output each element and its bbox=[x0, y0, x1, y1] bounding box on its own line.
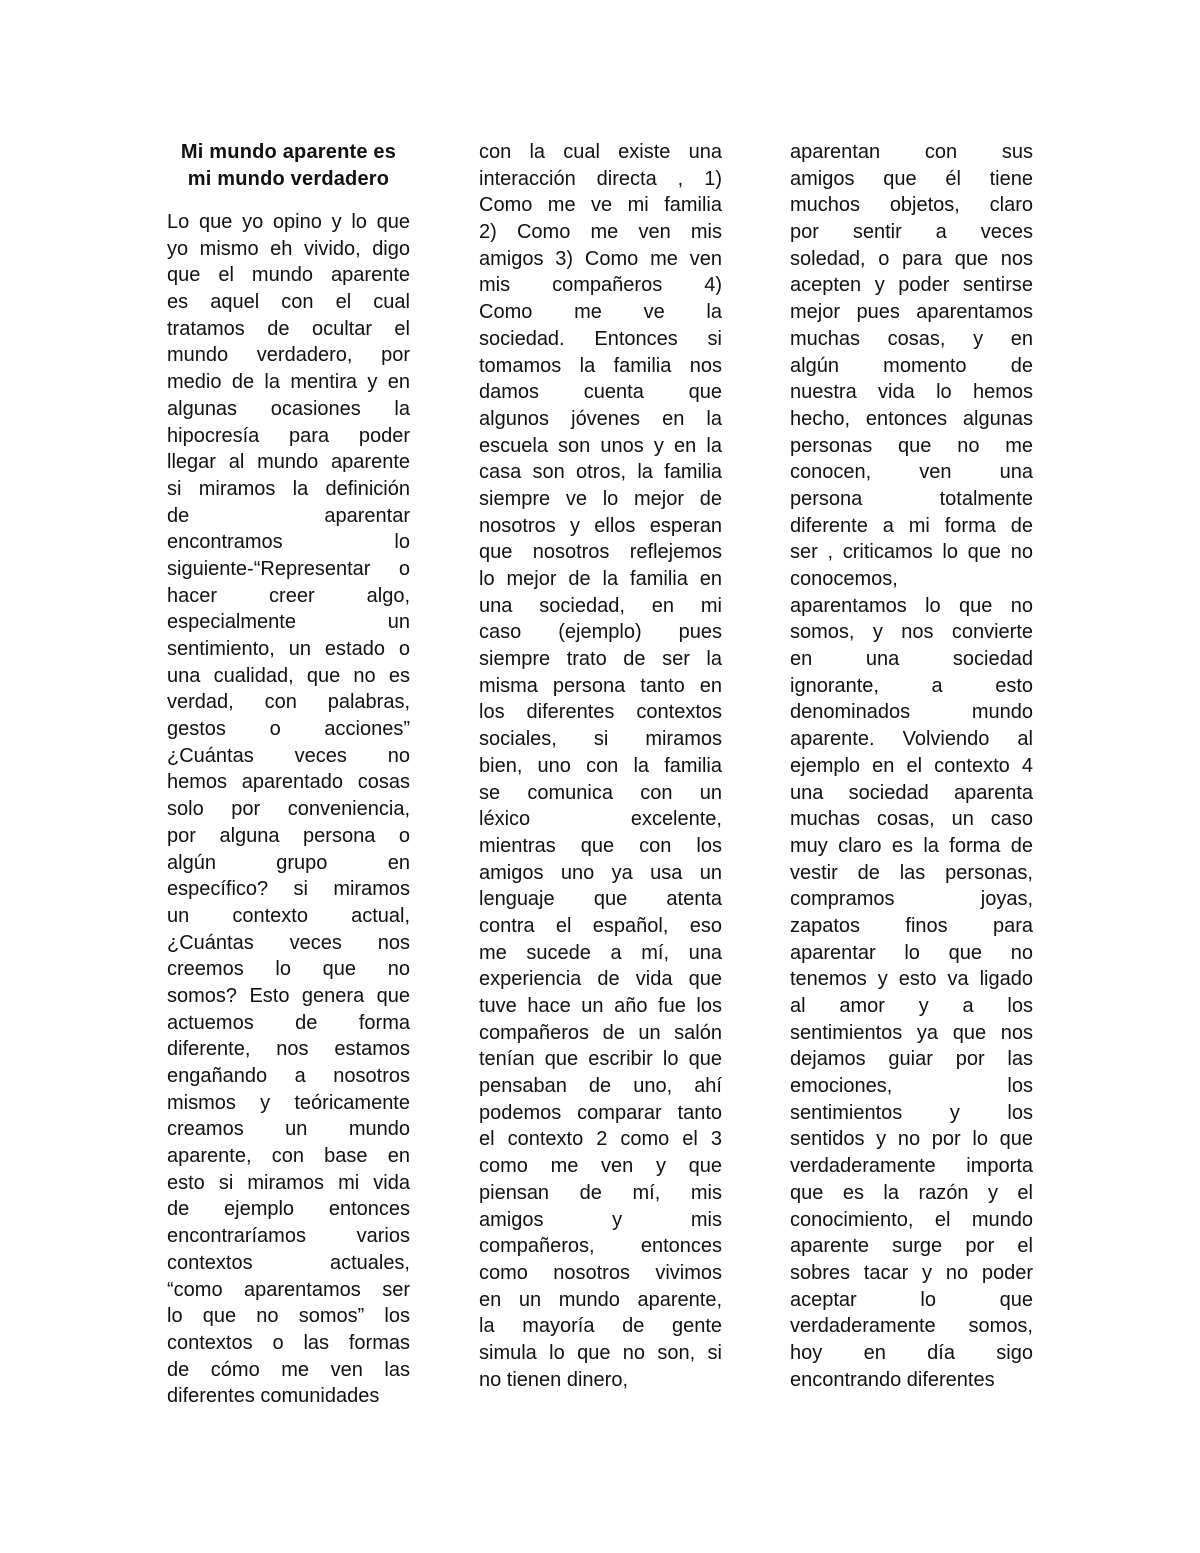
text-column-3 bbox=[790, 139, 1033, 1393]
text-line: sociales, si miramos bbox=[479, 728, 722, 751]
text-line: experiencia de vida que bbox=[479, 968, 722, 991]
text-line: una sociedad, en mi bbox=[479, 594, 722, 617]
text-line: lenguaje que atenta bbox=[479, 888, 722, 911]
text-line: actuemos de forma bbox=[167, 1011, 410, 1034]
text-line: compañeros, entonces bbox=[479, 1235, 722, 1258]
text-line: no tienen dinero, bbox=[479, 1368, 629, 1391]
text-line: diferente a mi forma de bbox=[790, 514, 1033, 537]
text-column-1 bbox=[167, 139, 410, 1410]
text-line: hecho, entonces algunas bbox=[790, 407, 1033, 430]
text-line: el contexto 2 como el 3 bbox=[479, 1128, 722, 1151]
text-line: léxico excelente, bbox=[479, 808, 722, 831]
text-line: damos cuenta que bbox=[479, 381, 722, 404]
text-line: una cualidad, que no es bbox=[167, 664, 410, 687]
text-line: ignorante, a esto bbox=[790, 674, 1033, 697]
text-line: escuela son unos y en la bbox=[479, 434, 722, 457]
text-line: siempre trato de ser la bbox=[479, 648, 722, 671]
column-1-body bbox=[167, 209, 410, 1410]
text-line: especialmente un bbox=[167, 611, 410, 634]
text-line: algunas ocasiones la bbox=[167, 397, 410, 420]
text-line: sentimiento, un estado o bbox=[167, 638, 410, 660]
text-line: muchas cosas, y en bbox=[790, 327, 1033, 350]
text-line: siempre ve lo mejor de bbox=[479, 487, 722, 510]
text-line: como nosotros vivimos bbox=[479, 1261, 722, 1284]
text-line: mis compañeros 4) bbox=[479, 274, 722, 297]
column-3-body bbox=[790, 139, 1033, 1393]
text-line: ¿Cuántas veces no bbox=[167, 744, 410, 767]
text-line: aparente surge por el bbox=[790, 1235, 1033, 1258]
text-line: que es la razón y el bbox=[790, 1181, 1033, 1204]
text-line: nuestra vida lo hemos bbox=[790, 381, 1033, 404]
text-line: interacción directa , 1) bbox=[479, 167, 722, 190]
text-line: por sentir a veces bbox=[790, 221, 1033, 244]
text-line: algún momento de bbox=[790, 354, 1033, 377]
text-line: aparente, con base en bbox=[167, 1145, 410, 1168]
text-line: por alguna persona o bbox=[167, 824, 410, 847]
text-line: vestir de las personas, bbox=[790, 861, 1033, 884]
text-line: aceptar lo que bbox=[790, 1288, 1033, 1311]
text-line: aparente. Volviendo al bbox=[790, 728, 1033, 751]
text-line: personas que no me bbox=[790, 434, 1033, 457]
text-line: lo que no somos” los bbox=[167, 1305, 410, 1328]
text-line: un contexto actual, bbox=[167, 904, 410, 927]
text-line: en un mundo aparente, bbox=[479, 1288, 722, 1311]
text-line: dejamos guiar por las bbox=[790, 1048, 1033, 1071]
text-line: esto si miramos mi vida bbox=[167, 1171, 410, 1194]
text-line: específico? si miramos bbox=[167, 878, 410, 901]
text-line: aparentamos lo que no bbox=[790, 594, 1033, 617]
text-line: lo mejor de la familia en bbox=[479, 568, 722, 590]
text-line: hemos aparentado cosas bbox=[167, 771, 410, 794]
text-line: solo por conveniencia, bbox=[167, 798, 410, 821]
text-line: emociones, los bbox=[790, 1075, 1033, 1098]
text-line: en una sociedad bbox=[790, 648, 1033, 671]
text-line: que el mundo aparente bbox=[167, 264, 410, 287]
text-line: me sucede a mí, una bbox=[479, 941, 722, 964]
text-line: casa son otros, la familia bbox=[479, 461, 722, 484]
text-line: sobres tacar y no poder bbox=[790, 1261, 1033, 1284]
text-line: mientras que con los bbox=[479, 834, 722, 857]
document-title bbox=[167, 139, 410, 193]
text-line: tomamos la familia nos bbox=[479, 354, 722, 377]
column-2-body bbox=[479, 139, 722, 1393]
text-line: la mayoría de gente bbox=[479, 1315, 722, 1338]
text-line: denominados mundo bbox=[790, 701, 1033, 724]
text-line: compañeros de un salón bbox=[479, 1021, 722, 1044]
text-line: tratamos de ocultar el bbox=[167, 317, 410, 340]
text-line: como me ven y que bbox=[479, 1155, 722, 1178]
text-line: llegar al mundo aparente bbox=[167, 451, 410, 474]
text-line: acepten y poder sentirse bbox=[790, 274, 1033, 297]
text-line: aparentar lo que no bbox=[790, 941, 1033, 964]
text-line: hoy en día sigo bbox=[790, 1341, 1033, 1364]
text-line: somos, y nos convierte bbox=[790, 621, 1033, 644]
text-line: piensan de mí, mis bbox=[479, 1181, 722, 1204]
text-line: muchos objetos, claro bbox=[790, 194, 1033, 217]
text-line: los diferentes contextos bbox=[479, 701, 722, 724]
text-line: verdaderamente importa bbox=[790, 1155, 1033, 1178]
text-line: de cómo me ven las bbox=[167, 1358, 410, 1381]
text-line: amigos que él tiene bbox=[790, 167, 1033, 190]
text-line: sentidos y no por lo que bbox=[790, 1128, 1033, 1151]
text-line: ¿Cuántas veces nos bbox=[167, 931, 410, 954]
text-line: somos? Esto genera que bbox=[167, 984, 410, 1007]
text-line: verdaderamente somos, bbox=[790, 1315, 1033, 1338]
text-line: creamos un mundo bbox=[167, 1118, 410, 1141]
title-line-2: mi mundo verdadero bbox=[187, 168, 390, 190]
text-line: zapatos finos para bbox=[790, 914, 1033, 937]
text-line: gestos o acciones” bbox=[167, 718, 410, 741]
text-line: misma persona tanto en bbox=[479, 674, 722, 697]
text-column-2 bbox=[479, 139, 722, 1393]
text-line: Como me ve mi familia bbox=[479, 194, 722, 217]
text-line: siguiente-“Representar o bbox=[167, 557, 410, 580]
text-line: verdad, con palabras, bbox=[167, 691, 410, 714]
text-line: se comunica con un bbox=[479, 781, 722, 804]
text-line: muchas cosas, un caso bbox=[790, 808, 1033, 831]
text-line: simula lo que no son, si bbox=[479, 1341, 722, 1364]
text-line: aparentan con sus bbox=[790, 141, 1033, 163]
text-line: yo mismo eh vivido, digo bbox=[167, 237, 410, 260]
text-line: conocimiento, el mundo bbox=[790, 1208, 1033, 1231]
text-line: caso (ejemplo) pues bbox=[479, 621, 722, 644]
text-line: bien, uno con la familia bbox=[479, 754, 722, 777]
text-line: ser , criticamos lo que no bbox=[790, 541, 1033, 564]
text-line: sentimientos ya que nos bbox=[790, 1021, 1033, 1044]
text-line: al amor y a los bbox=[790, 995, 1033, 1017]
text-line: 2) Como me ven mis bbox=[479, 221, 722, 244]
text-line: es aquel con el cual bbox=[167, 291, 410, 314]
text-line: sociedad. Entonces si bbox=[479, 327, 722, 350]
text-line: tenían que escribir lo que bbox=[479, 1048, 722, 1071]
text-line: conocemos, bbox=[790, 568, 898, 590]
text-line: podemos comparar tanto bbox=[479, 1101, 722, 1124]
text-line: mejor pues aparentamos bbox=[790, 301, 1033, 324]
text-line: muy claro es la forma de bbox=[790, 834, 1033, 857]
text-line: contextos actuales, bbox=[167, 1251, 410, 1274]
text-line: medio de la mentira y en bbox=[167, 371, 410, 394]
text-line: “como aparentamos ser bbox=[167, 1278, 410, 1301]
text-line: nosotros y ellos esperan bbox=[479, 514, 722, 537]
text-line: amigos 3) Como me ven bbox=[479, 247, 722, 270]
text-line: Lo que yo opino y lo que bbox=[167, 211, 410, 233]
title-line-1: Mi mundo aparente es bbox=[180, 141, 397, 163]
text-line: algún grupo en bbox=[167, 851, 410, 874]
text-line: encontrando diferentes bbox=[790, 1368, 995, 1391]
text-line: mundo verdadero, por bbox=[167, 344, 410, 367]
text-line: si miramos la definición bbox=[167, 477, 410, 500]
text-line: mismos y teóricamente bbox=[167, 1091, 410, 1114]
text-line: encontramos lo bbox=[167, 531, 410, 554]
text-line: tenemos y esto va ligado bbox=[790, 968, 1033, 991]
text-line: persona totalmente bbox=[790, 487, 1033, 510]
text-line: encontraríamos varios bbox=[167, 1225, 410, 1248]
text-line: creemos lo que no bbox=[167, 958, 410, 981]
text-line: con la cual existe una bbox=[479, 141, 722, 163]
text-line: de aparentar bbox=[167, 504, 410, 527]
text-line: sentimientos y los bbox=[790, 1101, 1033, 1124]
text-line: hacer creer algo, bbox=[167, 584, 410, 607]
text-line: diferentes comunidades bbox=[167, 1385, 380, 1408]
text-line: Como me ve la bbox=[479, 301, 722, 324]
text-line: tuve hace un año fue los bbox=[479, 995, 722, 1017]
text-line: que nosotros reflejemos bbox=[479, 541, 722, 564]
text-line: amigos uno ya usa un bbox=[479, 861, 722, 884]
text-line: una sociedad aparenta bbox=[790, 781, 1033, 804]
text-line: hipocresía para poder bbox=[167, 424, 410, 447]
text-line: diferente, nos estamos bbox=[167, 1038, 410, 1061]
text-line: soledad, o para que nos bbox=[790, 247, 1033, 270]
text-line: de ejemplo entonces bbox=[167, 1198, 410, 1221]
text-line: algunos jóvenes en la bbox=[479, 407, 722, 430]
text-line: compramos joyas, bbox=[790, 888, 1033, 911]
text-line: conocen, ven una bbox=[790, 461, 1033, 484]
text-line: contra el español, eso bbox=[479, 914, 722, 937]
text-line: amigos y mis bbox=[479, 1208, 722, 1231]
text-line: pensaban de uno, ahí bbox=[479, 1075, 722, 1098]
text-line: engañando a nosotros bbox=[167, 1065, 410, 1087]
text-line: contextos o las formas bbox=[167, 1331, 410, 1354]
text-line: ejemplo en el contexto 4 bbox=[790, 754, 1033, 777]
